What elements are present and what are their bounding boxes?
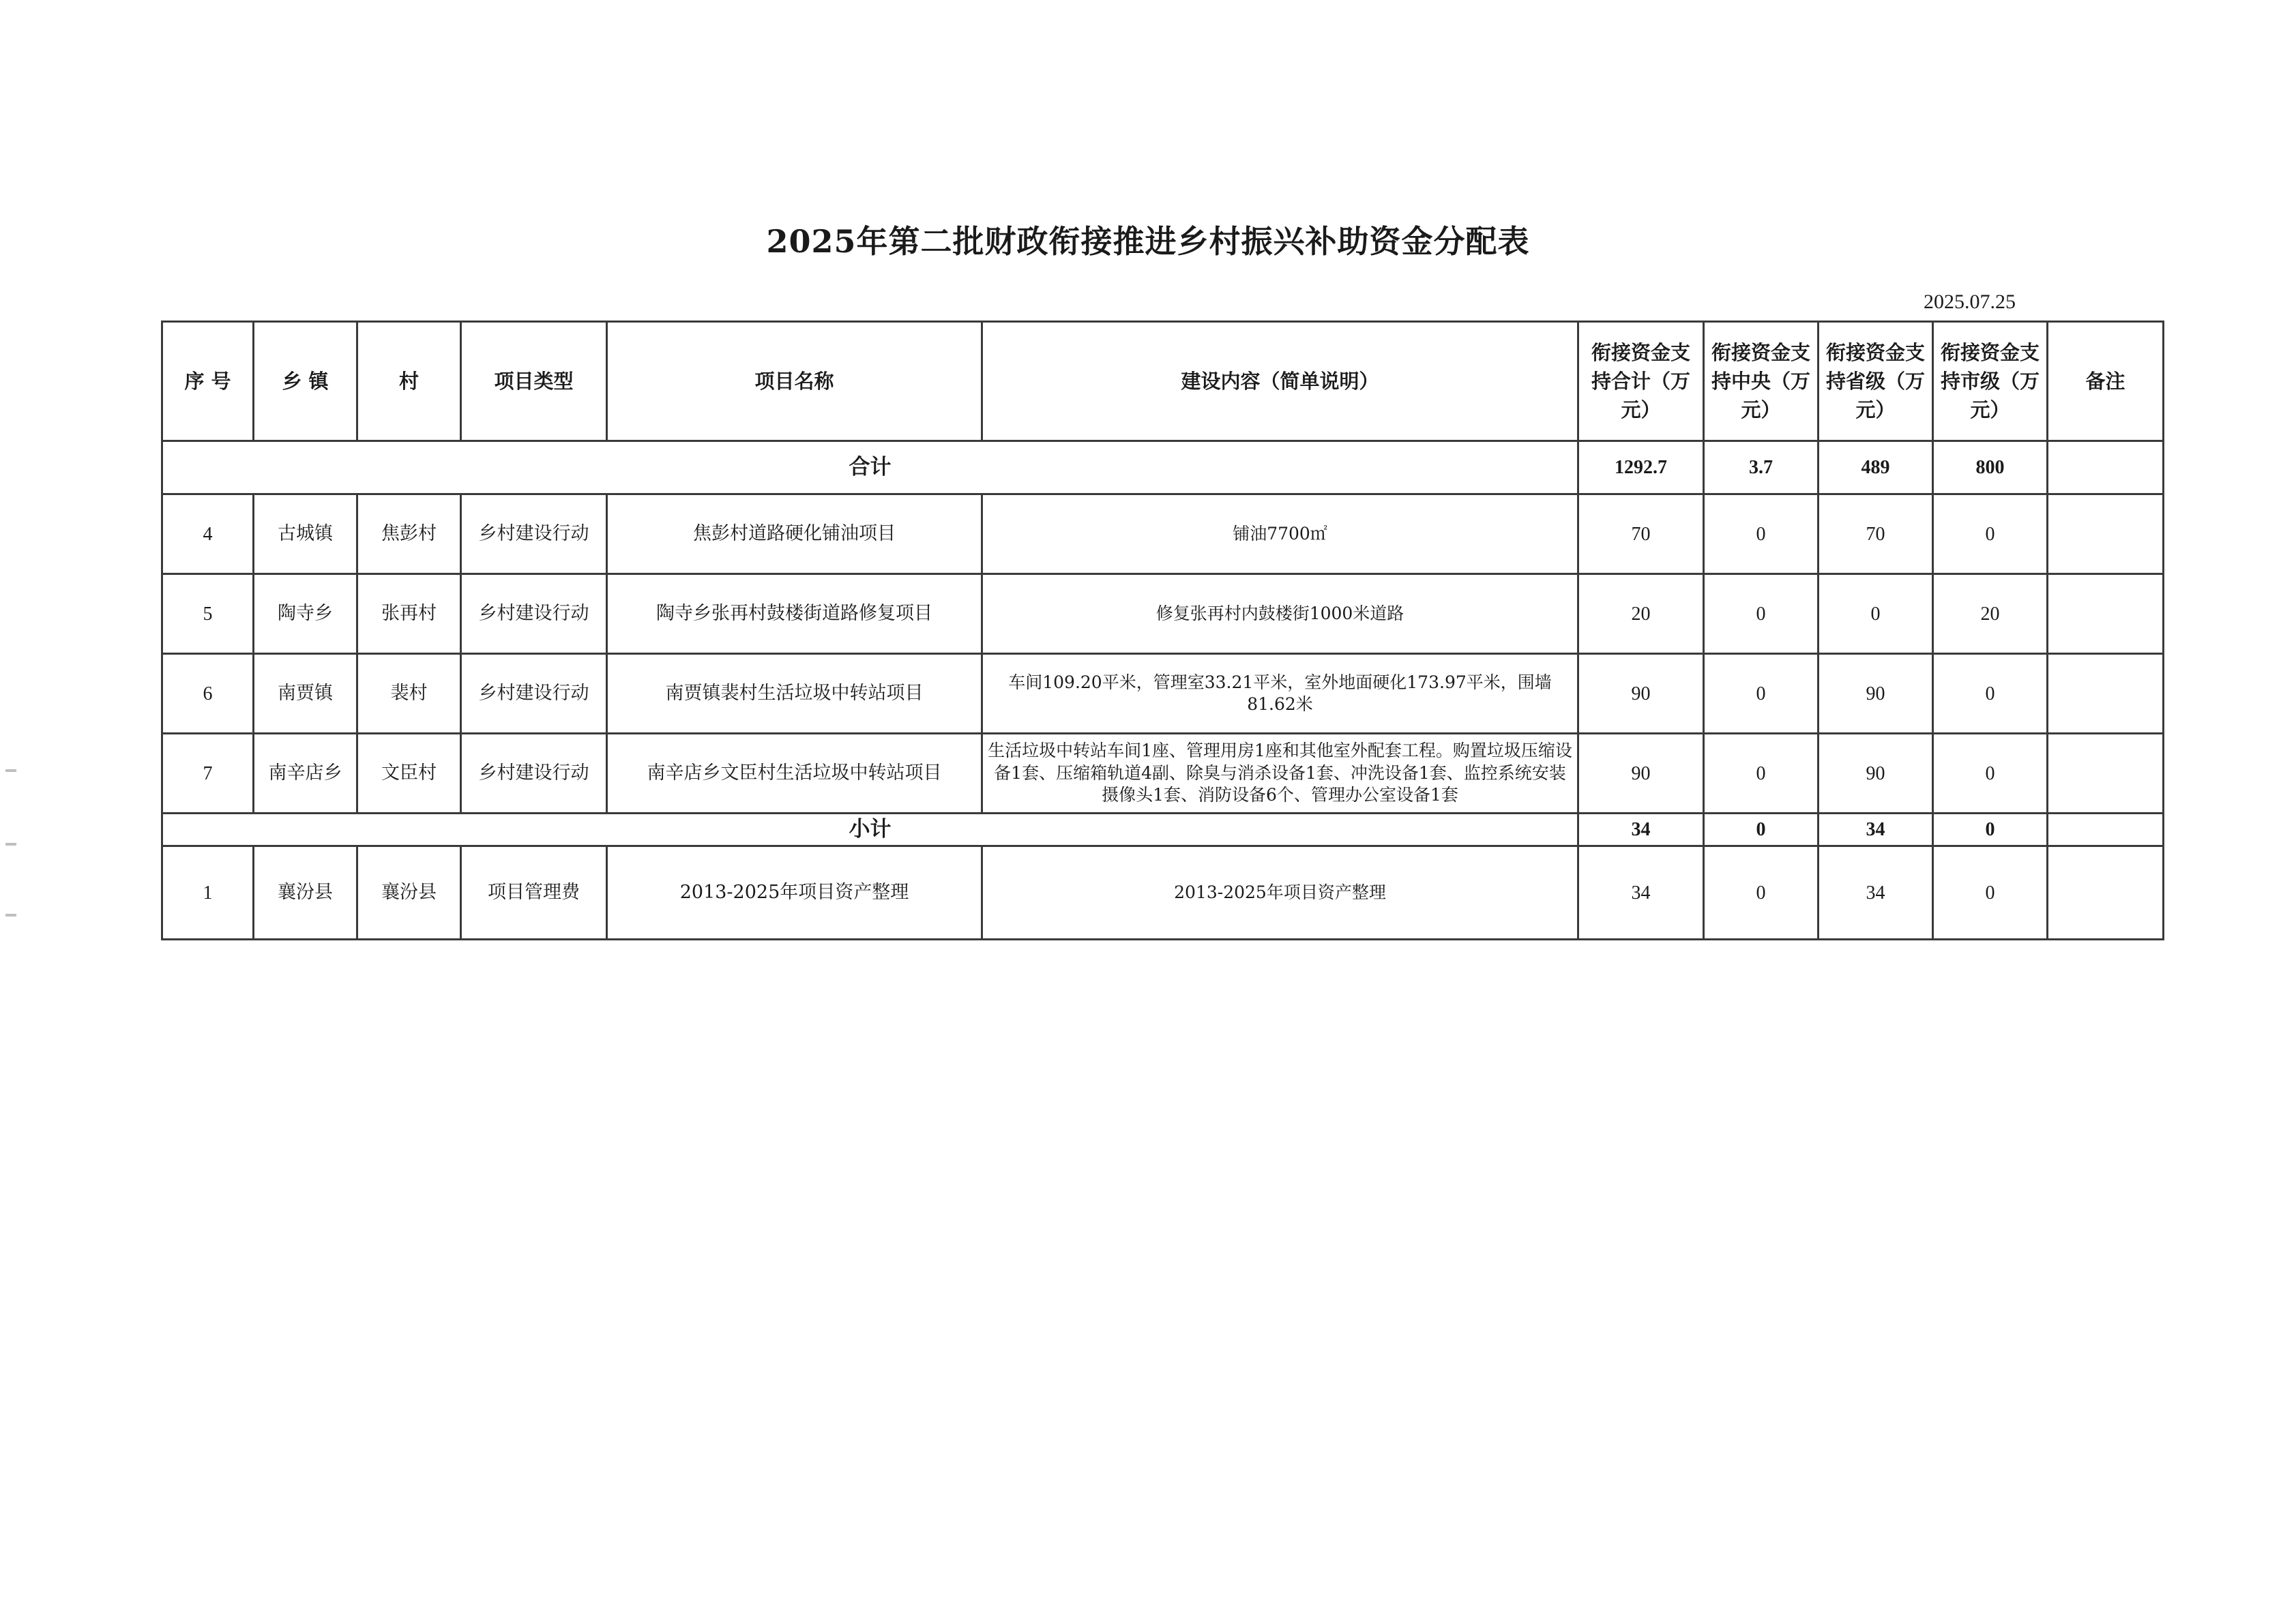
cell-project-type: 乡村建设行动 [461,494,607,574]
header-remark: 备注 [2048,322,2164,441]
cell-content: 修复张再村内鼓楼街1000米道路 [982,574,1578,654]
cell-project-name: 陶寺乡张再村鼓楼街道路修复项目 [607,574,982,654]
cell-township: 襄汾县 [254,846,357,940]
cell-project-name: 南贾镇裴村生活垃圾中转站项目 [607,654,982,734]
cell-project-name: 2013-2025年项目资产整理 [607,846,982,940]
header-provincial-fund: 衔接资金支持省级（万元） [1819,322,1933,441]
cell-remark [2048,654,2164,734]
cell-village: 焦彭村 [357,494,461,574]
table-row [162,846,2164,940]
total-central-fund: 3.7 [1704,441,1819,494]
header-row [162,322,2164,441]
cell-city-fund: 0 [1933,846,2048,940]
cell-project-type: 乡村建设行动 [461,734,607,814]
cell-provincial-fund: 70 [1819,494,1933,574]
cell-remark [2048,846,2164,940]
table-row [162,734,2164,814]
total-remark [2048,441,2164,494]
cell-index: 4 [162,494,254,574]
subtotal-central-fund: 0 [1704,814,1819,846]
cell-city-fund: 0 [1933,654,2048,734]
subtotal-provincial-fund: 34 [1819,814,1933,846]
cell-city-fund: 20 [1933,574,2048,654]
cell-village: 张再村 [357,574,461,654]
cell-provincial-fund: 90 [1819,734,1933,814]
cell-remark [2048,494,2164,574]
header-city-fund: 衔接资金支持市级（万元） [1933,322,2048,441]
header-village: 村 [357,322,461,441]
scan-mark [5,914,16,917]
total-city-fund: 800 [1933,441,2048,494]
cell-index: 6 [162,654,254,734]
cell-provincial-fund: 0 [1819,574,1933,654]
cell-city-fund: 0 [1933,494,2048,574]
table-row [162,574,2164,654]
table-row [162,654,2164,734]
cell-index: 7 [162,734,254,814]
header-project-type: 项目类型 [461,322,607,441]
header-content: 建设内容（简单说明） [982,322,1578,441]
cell-project-name: 焦彭村道路硬化铺油项目 [607,494,982,574]
cell-central-fund: 0 [1704,654,1819,734]
subtotal-remark [2048,814,2164,846]
document-date: 2025.07.25 [1924,291,2016,313]
cell-total-fund: 70 [1578,494,1704,574]
cell-township: 陶寺乡 [254,574,357,654]
header-central-fund: 衔接资金支持中央（万元） [1704,322,1819,441]
cell-content: 铺油7700㎡ [982,494,1578,574]
cell-total-fund: 34 [1578,846,1704,940]
cell-village: 襄汾县 [357,846,461,940]
subtotal-row [162,814,2164,846]
header-township: 乡 镇 [254,322,357,441]
cell-total-fund: 90 [1578,654,1704,734]
cell-city-fund: 0 [1933,734,2048,814]
subtotal-label: 小计 [162,814,1578,846]
cell-project-name: 南辛店乡文臣村生活垃圾中转站项目 [607,734,982,814]
cell-total-fund: 90 [1578,734,1704,814]
cell-project-type: 乡村建设行动 [461,654,607,734]
cell-content: 车间109.20平米，管理室33.21平米，室外地面硬化173.97平米，围墙81.62米 [982,654,1578,734]
cell-central-fund: 0 [1704,574,1819,654]
cell-central-fund: 0 [1704,734,1819,814]
total-provincial-fund: 489 [1819,441,1933,494]
page-title: 2025年第二批财政衔接推进乡村振兴补助资金分配表 [766,223,1530,260]
cell-village: 文臣村 [357,734,461,814]
scan-mark [5,769,16,772]
cell-content: 2013-2025年项目资产整理 [982,846,1578,940]
total-row [162,441,2164,494]
subtotal-city-fund: 0 [1933,814,2048,846]
cell-township: 南贾镇 [254,654,357,734]
total-label: 合计 [162,441,1578,494]
cell-provincial-fund: 90 [1819,654,1933,734]
cell-remark [2048,574,2164,654]
cell-village: 裴村 [357,654,461,734]
cell-project-type: 项目管理费 [461,846,607,940]
subtotal-total-fund: 34 [1578,814,1704,846]
cell-total-fund: 20 [1578,574,1704,654]
cell-provincial-fund: 34 [1819,846,1933,940]
header-total-fund: 衔接资金支持合计（万元） [1578,322,1704,441]
cell-township: 古城镇 [254,494,357,574]
cell-central-fund: 0 [1704,846,1819,940]
header-index: 序 号 [162,322,254,441]
cell-index: 1 [162,846,254,940]
scan-mark [5,843,16,846]
fund-allocation-table [161,321,2164,940]
cell-township: 南辛店乡 [254,734,357,814]
cell-project-type: 乡村建设行动 [461,574,607,654]
table-row [162,494,2164,574]
cell-remark [2048,734,2164,814]
header-project-name: 项目名称 [607,322,982,441]
cell-index: 5 [162,574,254,654]
total-total-fund: 1292.7 [1578,441,1704,494]
cell-central-fund: 0 [1704,494,1819,574]
cell-content: 生活垃圾中转站车间1座、管理用房1座和其他室外配套工程。购置垃圾压缩设备1套、压缩箱轨道4副、除臭与消杀设备1套、冲洗设备1套、监控系统安装摄像头1套、消防设备6个、管理办公室设备1套 [982,734,1578,814]
